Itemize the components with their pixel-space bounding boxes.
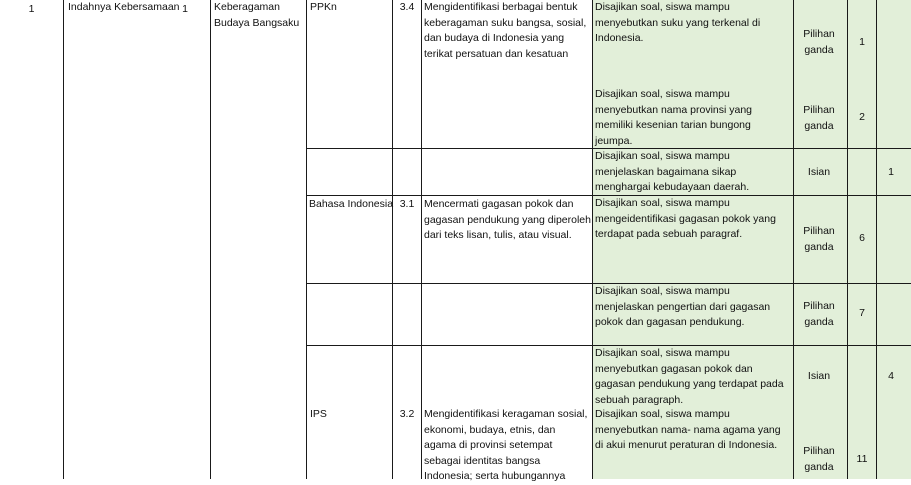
theme-name: Indahnya Kebersamaan xyxy=(68,1,180,13)
kd-number-bahasa-indonesia: 3.1 xyxy=(399,198,415,210)
row-number: 1 xyxy=(28,3,35,15)
kd-number-ppkn: 3.4 xyxy=(399,1,415,13)
indicator-4-type: Pilihan ganda xyxy=(803,225,835,253)
indicator-2-type: Pilihan ganda xyxy=(803,104,835,132)
indicator-3: Disajikan soal, siswa mampu menjelaskan bagaimana sikap menghargai kebudayaan daerah. xyxy=(595,150,750,193)
indicator-6-isian-number: 4 xyxy=(888,370,894,382)
indicator-7: Disajikan soal, siswa mampu menyebutkan nama- nama agama yang di akui menurut peraturan di Indonesia. xyxy=(595,408,781,451)
indicator-1: Disajikan soal, siswa mampu menyebutkan suku yang terkenal di Indonesia. xyxy=(595,1,761,44)
indicator-3-type: Isian xyxy=(807,166,831,178)
subtheme-name: Keberagaman Budaya Bangsaku xyxy=(214,1,300,29)
subject-ips: IPS xyxy=(310,408,327,420)
indicator-4: Disajikan soal, siswa mampu mengeidentifikasi gagasan pokok yang terdapat pada sebuah paragraf. xyxy=(595,197,776,240)
indicator-3-isian-number: 1 xyxy=(888,166,894,178)
subject-ppkn: PPKn xyxy=(310,1,337,13)
indicator-2-pg-number: 2 xyxy=(859,111,865,123)
indicator-5-pg-number: 7 xyxy=(859,307,865,319)
kd-text-bahasa-indonesia: Mencermati gagasan pokok dan gagasan pendukung yang diperoleh dari teks lisan, tulis, atau visual. xyxy=(424,198,591,241)
indicator-1-type: Pilihan ganda xyxy=(803,28,835,56)
indicator-6-type: Isian xyxy=(807,370,831,382)
indicator-7-type: Pilihan ganda xyxy=(803,445,835,473)
indicator-5-type: Pilihan ganda xyxy=(803,300,835,328)
indicator-4-pg-number: 6 xyxy=(859,232,865,244)
subject-bahasa-indonesia: Bahasa Indonesia xyxy=(309,198,394,210)
indicator-5: Disajikan soal, siswa mampu menjelaskan pengertian dari gagasan pokok dan gagasan pendukung. xyxy=(595,285,771,328)
indicator-6: Disajikan soal, siswa mampu menyebutkan gagasan pokok dan gagasan pendukung yang terdapat pada sebuah paragraph. xyxy=(595,347,784,406)
kd-text-ppkn: Mengidentifikasi berbagai bentuk keberagaman suku bangsa, sosial, dan budaya di Indonesia yang terikat persatuan dan kesatuan xyxy=(424,1,587,60)
kd-number-ips: 3.2 xyxy=(399,408,415,420)
kd-text-ips: Mengidentifikasi keragaman sosial, ekonomi, budaya, etnis, dan agama di provinsi setempat sebagai identitas bangsa Indonesia; serta hubungannya xyxy=(424,408,588,482)
subtheme-number: 1 xyxy=(182,3,188,15)
indicator-2: Disajikan soal, siswa mampu menyebutkan nama provinsi yang memiliki kesenian tarian bungong jeumpa. xyxy=(595,88,753,147)
indicator-7-pg-number: 11 xyxy=(856,453,868,465)
indicator-1-pg-number: 1 xyxy=(859,36,865,48)
